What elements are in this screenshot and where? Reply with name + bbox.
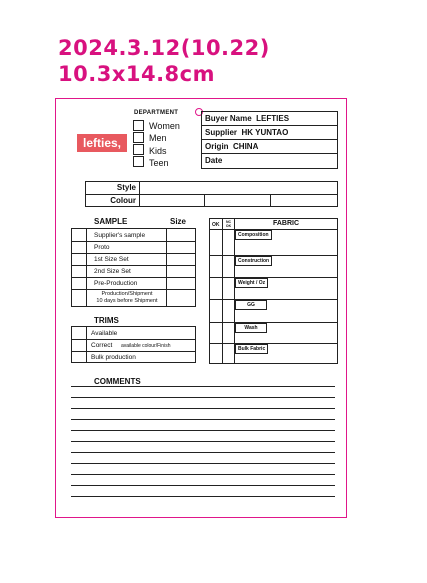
logo-text: lefties,: [82, 136, 121, 150]
checkbox-men[interactable]: [133, 132, 144, 143]
fabric-composition-label: Composition: [235, 230, 272, 240]
lefties-logo: [77, 134, 127, 152]
checkbox-women[interactable]: [133, 120, 144, 131]
sample-row-suppliers: Supplier's sample: [94, 232, 146, 239]
supplier-row: [202, 126, 337, 140]
option-kids: Kids: [149, 146, 167, 156]
checkbox-kids[interactable]: [133, 144, 144, 155]
style-label: Style: [116, 183, 136, 192]
sample-title: SAMPLE: [94, 217, 128, 226]
origin-row: [202, 140, 337, 154]
supplier-label: Supplier: [205, 128, 238, 137]
date-heading: 2024.3.12(10.22): [58, 36, 270, 60]
trims-bulk-production: Bulk production: [91, 354, 136, 361]
fabric-construction-label: Construction: [235, 256, 272, 266]
buyer-info-box: [201, 111, 338, 169]
origin-label: Origin: [205, 142, 229, 151]
trims-title: TRIMS: [94, 316, 119, 325]
comments-title: COMMENTS: [94, 377, 141, 386]
sample-row-2nd-size-set: 2nd Size Set: [94, 268, 131, 275]
fabric-gg-label: GG: [235, 300, 267, 310]
supplier-value: HK YUNTAO: [241, 128, 289, 137]
colour-label: Colour: [110, 196, 136, 205]
buyer-value: LEFTIES: [256, 114, 290, 123]
date-label: Date: [205, 156, 223, 165]
checkbox-teen[interactable]: [133, 156, 144, 167]
option-teen: Teen: [149, 158, 169, 168]
fabric-wash-label: Wash: [235, 323, 267, 333]
sample-row-1st-size-set: 1st Size Set: [94, 256, 129, 263]
sample-size-title: Size: [170, 217, 187, 226]
fabric-table: [209, 218, 338, 364]
buyer-row: [202, 112, 337, 126]
trims-correct: Correct: [91, 342, 113, 349]
sample-row-pre-production: Pre-Production: [94, 280, 138, 287]
trims-correct-note: available colour/Finish: [121, 343, 171, 349]
option-men: Men: [149, 133, 167, 143]
fabric-ok-header: OK: [212, 222, 220, 228]
style-field[interactable]: [140, 182, 337, 194]
style-colour-box: [85, 181, 338, 207]
origin-value: CHINA: [233, 142, 259, 151]
colour-field[interactable]: [140, 194, 337, 206]
fabric-title: FABRIC: [272, 220, 300, 227]
buyer-label: Buyer Name: [205, 114, 252, 123]
sample-table: [71, 228, 196, 307]
trims-table: [71, 326, 196, 363]
comments-lines[interactable]: [71, 386, 335, 503]
trims-available: Available: [91, 330, 118, 337]
sample-row-shipment-1: Production/Shipment: [101, 291, 153, 297]
department-options: [133, 118, 193, 168]
department-title: DEPARTMENT: [134, 110, 179, 116]
fabric-weight-label: Weight / Oz: [235, 278, 268, 288]
sample-row-proto: Proto: [94, 244, 110, 251]
date-row: [202, 154, 337, 168]
option-women: Women: [149, 121, 180, 131]
size-heading: 10.3x14.8cm: [58, 62, 216, 86]
fabric-bulk-label: Bulk Fabric: [235, 344, 268, 354]
fabric-nc-header: NC OK: [225, 220, 232, 228]
sample-row-shipment-2: 10 days before Shipment: [96, 298, 158, 304]
